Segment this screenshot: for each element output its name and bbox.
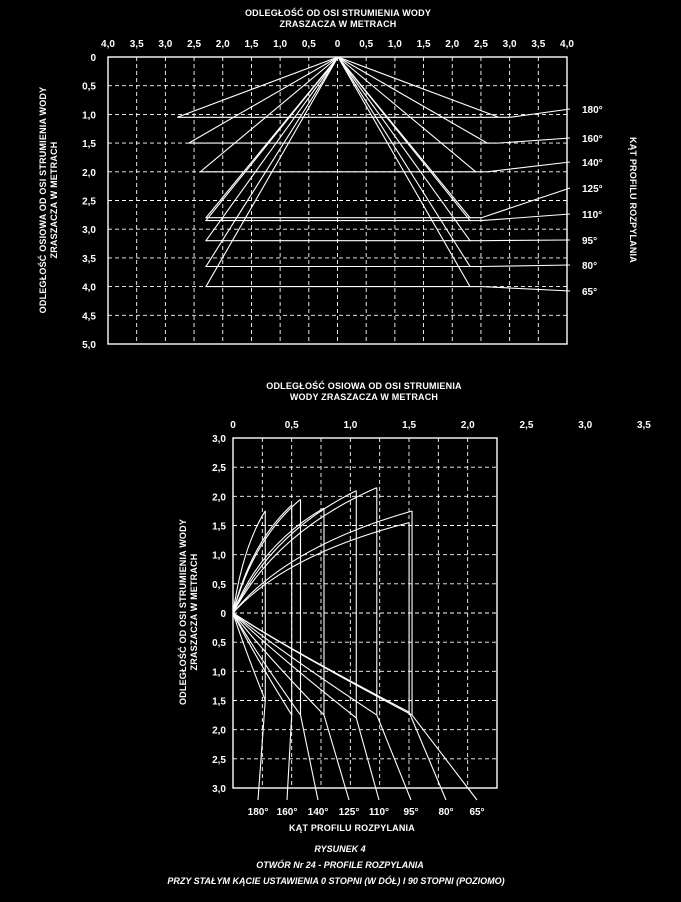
top-angle-leader: [482, 240, 571, 241]
bottom-x-tick: 1,5: [402, 420, 417, 431]
bottom-y-tick: 1,5: [212, 521, 226, 533]
top-x-tick: 4,0: [560, 39, 574, 50]
bottom-y-axis-label-line-2: ZRASZACZA W METRACH: [189, 553, 199, 671]
top-angle-label: 180°: [582, 105, 603, 116]
top-x-tick: 0,5: [359, 39, 374, 50]
caption-title: OTWÓR Nr 24 - PROFILE ROZPYLANIA: [256, 860, 424, 870]
bottom-angle-label: 80°: [438, 807, 454, 818]
top-x-tick: 3,5: [129, 39, 144, 50]
bottom-x-tick: 2,5: [519, 420, 534, 431]
top-y-axis-label-line-1: ODLEGŁOŚĆ OSIOWA OD OSI STRUMIENIA WODY: [38, 86, 48, 314]
bottom-y-tick: 1,0: [212, 550, 226, 562]
bottom-angle-label: 95°: [403, 807, 419, 818]
top-title-line-1: ODLEGŁOŚĆ OD OSI STRUMIENIA WODY: [244, 8, 432, 18]
bottom-y-tick: 1,0: [212, 667, 226, 679]
top-x-tick: 1,5: [244, 39, 259, 50]
bottom-y-tick: 2,5: [212, 463, 226, 475]
bottom-x-tick: 3,5: [636, 420, 651, 431]
bottom-angle-label: 125°: [338, 807, 360, 818]
bottom-y-tick: 3,0: [212, 434, 226, 445]
top-y-tick: 3,0: [82, 225, 96, 237]
top-angle-label: 65°: [582, 287, 598, 298]
top-x-tick: 2,5: [473, 39, 488, 50]
top-x-tick: 3,0: [502, 39, 517, 50]
top-x-tick: 1,0: [273, 39, 288, 50]
bottom-y-tick: 2,0: [212, 725, 226, 737]
top-angle-label: 110°: [582, 210, 603, 221]
bottom-y-tick: 0,5: [212, 638, 226, 650]
bottom-angle-label: 65°: [469, 807, 485, 818]
top-y-tick: 1,5: [82, 139, 96, 151]
top-x-tick: 2,0: [445, 39, 460, 50]
top-y-tick: 0: [90, 53, 96, 64]
top-x-tick: 1,0: [387, 39, 402, 50]
top-x-tick: 1,5: [416, 39, 431, 50]
bottom-y-tick: 2,5: [212, 754, 226, 766]
top-y-tick: 5,0: [82, 340, 96, 351]
top-y-axis-label-line-2: ZRASZACZA W METRACH: [49, 141, 59, 259]
bottom-angle-label: 180°: [247, 807, 269, 818]
top-y-tick: 2,0: [82, 167, 96, 179]
top-angle-label: 140°: [582, 158, 603, 169]
bottom-x-tick: 2,0: [460, 420, 475, 431]
bottom-angle-label: 140°: [307, 807, 329, 818]
top-x-tick: 0,5: [301, 39, 316, 50]
bottom-y-tick: 1,5: [212, 696, 226, 708]
top-y-tick: 4,5: [82, 311, 96, 323]
top-angle-label: 80°: [582, 261, 598, 272]
bottom-x-tick: 3,0: [578, 420, 593, 431]
top-title-line-2: ZRASZACZA W METRACH: [279, 19, 397, 29]
top-x-tick: 2,0: [215, 39, 230, 50]
top-angle-label: 95°: [582, 236, 598, 247]
bottom-y-tick: 0: [220, 609, 226, 620]
bottom-x-axis-label: KĄT PROFILU ROZPYLANIA: [289, 823, 415, 833]
top-angle-label: 160°: [582, 134, 603, 145]
top-y-tick: 3,5: [82, 253, 96, 265]
top-y-tick: 0,5: [82, 81, 96, 93]
top-y-tick: 1,0: [82, 110, 96, 122]
caption-figure-number: RYSUNEK 4: [314, 844, 366, 854]
top-x-tick: 2,5: [187, 39, 202, 50]
bottom-x-tick: 1,0: [343, 420, 358, 431]
top-x-tick-labels: [101, 39, 574, 50]
top-angle-label: 125°: [582, 184, 603, 195]
top-x-tick: 0: [334, 39, 341, 50]
bottom-title-line-2: WODY ZRASZACZA W METRACH: [289, 392, 439, 402]
caption-subtitle: PRZY STAŁYM KĄCIE USTAWIENIA 0 STOPNI (W DÓŁ) I 90 STOPNI (POZIOMO): [167, 876, 505, 886]
bottom-y-tick: 3,0: [212, 784, 226, 795]
bottom-y-tick: 2,0: [212, 492, 226, 504]
bottom-title-line-1: ODLEGŁOŚĆ OSIOWA OD OSI STRUMIENIA: [266, 381, 462, 391]
bottom-x-tick: 0: [230, 420, 236, 431]
bottom-y-tick: 0,5: [212, 579, 226, 591]
top-x-tick: 4,0: [101, 39, 115, 50]
top-x-tick: 3,5: [531, 39, 546, 50]
bottom-x-tick: 0,5: [284, 420, 299, 431]
top-y-tick: 4,0: [82, 282, 96, 294]
bottom-angle-label: 160°: [276, 807, 298, 818]
top-right-axis-label: KĄT PROFILU ROZPYLANIA: [628, 137, 638, 263]
bottom-y-axis-label-line-1: ODLEGŁOŚĆ OD OSI STRUMIENIA WODY: [178, 518, 188, 706]
bottom-angle-label: 110°: [368, 807, 390, 818]
top-x-tick: 3,0: [158, 39, 173, 50]
top-y-tick: 2,5: [82, 196, 96, 208]
